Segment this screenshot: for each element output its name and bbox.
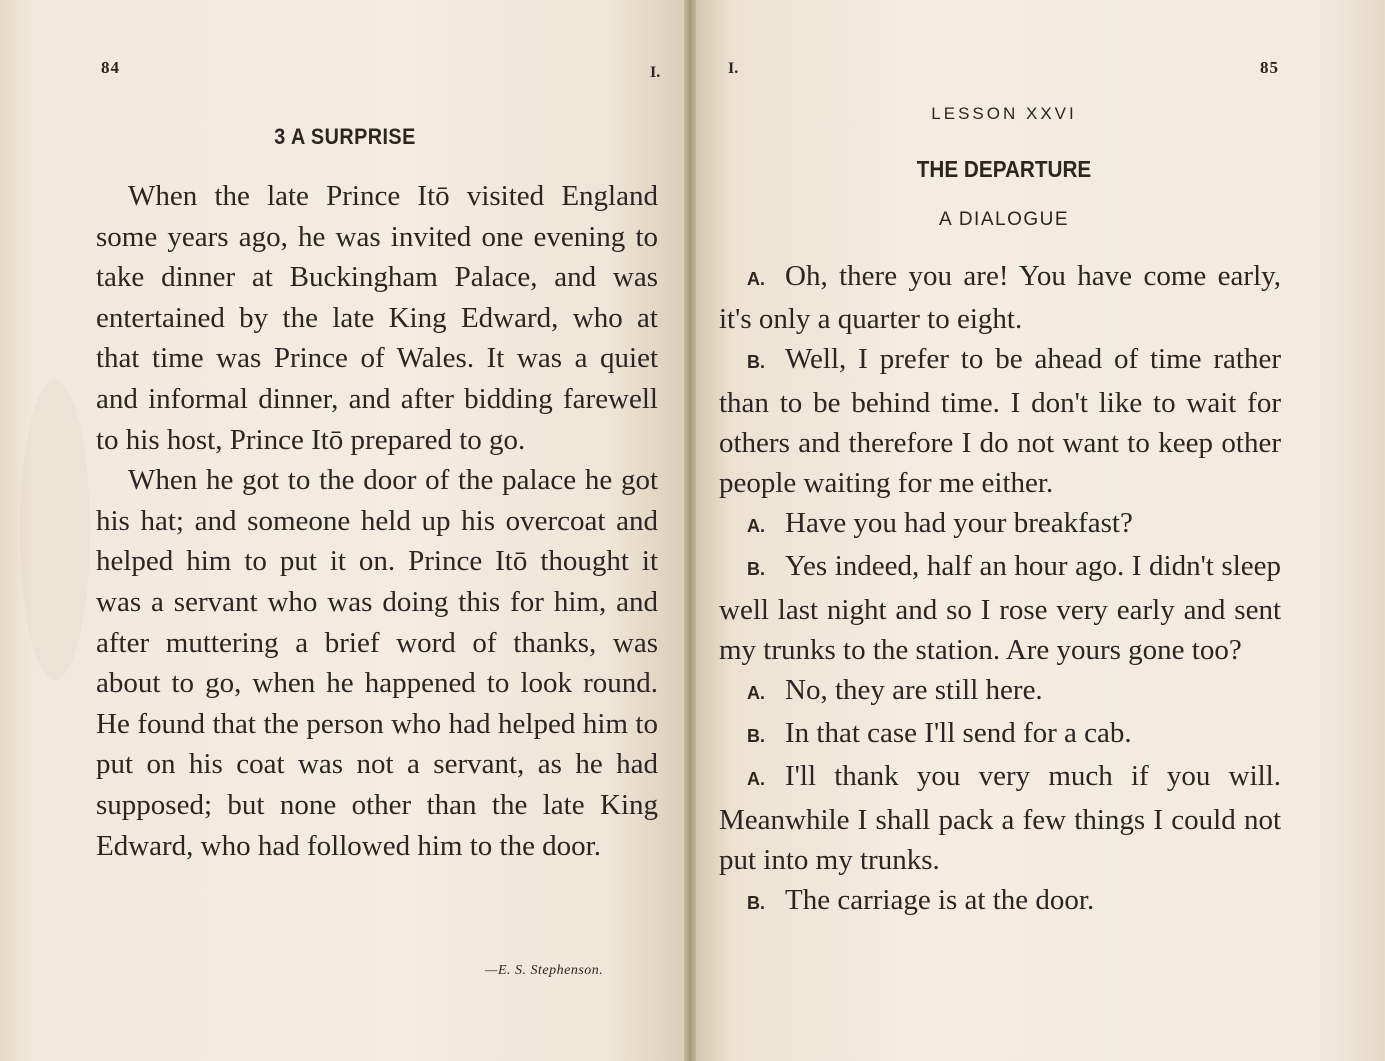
page-number: 85 [1260, 58, 1279, 77]
dialogue-text: I'll thank you very much if you will. Meanwhile I shall pack a few things I could not put into my trunks. [719, 760, 1281, 876]
speaker-label: B. [747, 726, 765, 747]
dialogue-line [719, 546, 1281, 670]
page-number: 84 [101, 58, 120, 77]
dialogue-text: The carriage is at the door. [785, 884, 1095, 917]
author-credit: —E. S. Stephenson. [485, 963, 604, 978]
story-body [96, 176, 658, 866]
book-spine [684, 0, 696, 1061]
dialogue-line [719, 756, 1281, 880]
dialogue-text: Yes indeed, half an hour ago. I didn't sleep well last night and so I rose very early and sent my trunks to the station. Are yours gone too? [719, 550, 1281, 666]
speaker-label: B. [747, 352, 765, 373]
paragraph: When he got to the door of the palace he got his hat; and someone held up his overcoat and helped him to put it on. Prince Itō thought it was a servant who was doing this for him, and after muttering a brief word of thanks, was about to go, when he happened to look round. He found that the person who had helped him to put on his coat was not a servant, as he had supposed; but none other than the late King Edward, who had followed him to the door. [96, 464, 658, 862]
left-page [0, 0, 690, 1061]
lesson-title: THE DEPARTURE [916, 156, 1092, 182]
signature-mark: I. [650, 64, 661, 81]
dialogue-text: In that case I'll send for a cab. [785, 717, 1132, 750]
lesson-heading: LESSON XXVI [931, 104, 1077, 123]
dialogue-text: Well, I prefer to be ahead of time rather than to be behind time. I don't like to wait for others and therefore I do not want to keep other people waiting for me either. [719, 343, 1281, 500]
lesson-subtitle: A DIALOGUE [938, 209, 1070, 230]
speaker-label: A. [747, 683, 765, 704]
dialogue-text: No, they are still here. [785, 674, 1043, 707]
signature-mark: I. [728, 60, 739, 77]
speaker-label: A. [747, 269, 765, 289]
dialogue-line [719, 503, 1281, 546]
speaker-label: B. [747, 559, 765, 580]
dialogue-line [719, 256, 1281, 339]
speaker-label: B. [747, 893, 765, 914]
dialogue-line [719, 880, 1281, 923]
dialogue-text: Have you had your breakfast? [785, 507, 1133, 540]
paper-stain [20, 380, 90, 680]
story-title: 3 A SURPRISE [274, 124, 416, 149]
dialogue-line [719, 713, 1281, 756]
speaker-label: A. [747, 769, 765, 790]
speaker-label: A. [747, 516, 765, 537]
dialogue-line [719, 339, 1281, 503]
paragraph: When the late Prince Itō visited England some years ago, he was invited one evening to take dinner at Buckingham Palace, and was entertained by the late King Edward, who at that time was Prince of Wales. It was a quiet and informal dinner, and after bidding farewell to his host, Prince Itō prepared to go. [96, 180, 658, 456]
dialogue [719, 256, 1281, 923]
dialogue-text: Oh, there you are! You have come early, it's only a quarter to eight. [719, 260, 1281, 336]
dialogue-line [719, 670, 1281, 713]
